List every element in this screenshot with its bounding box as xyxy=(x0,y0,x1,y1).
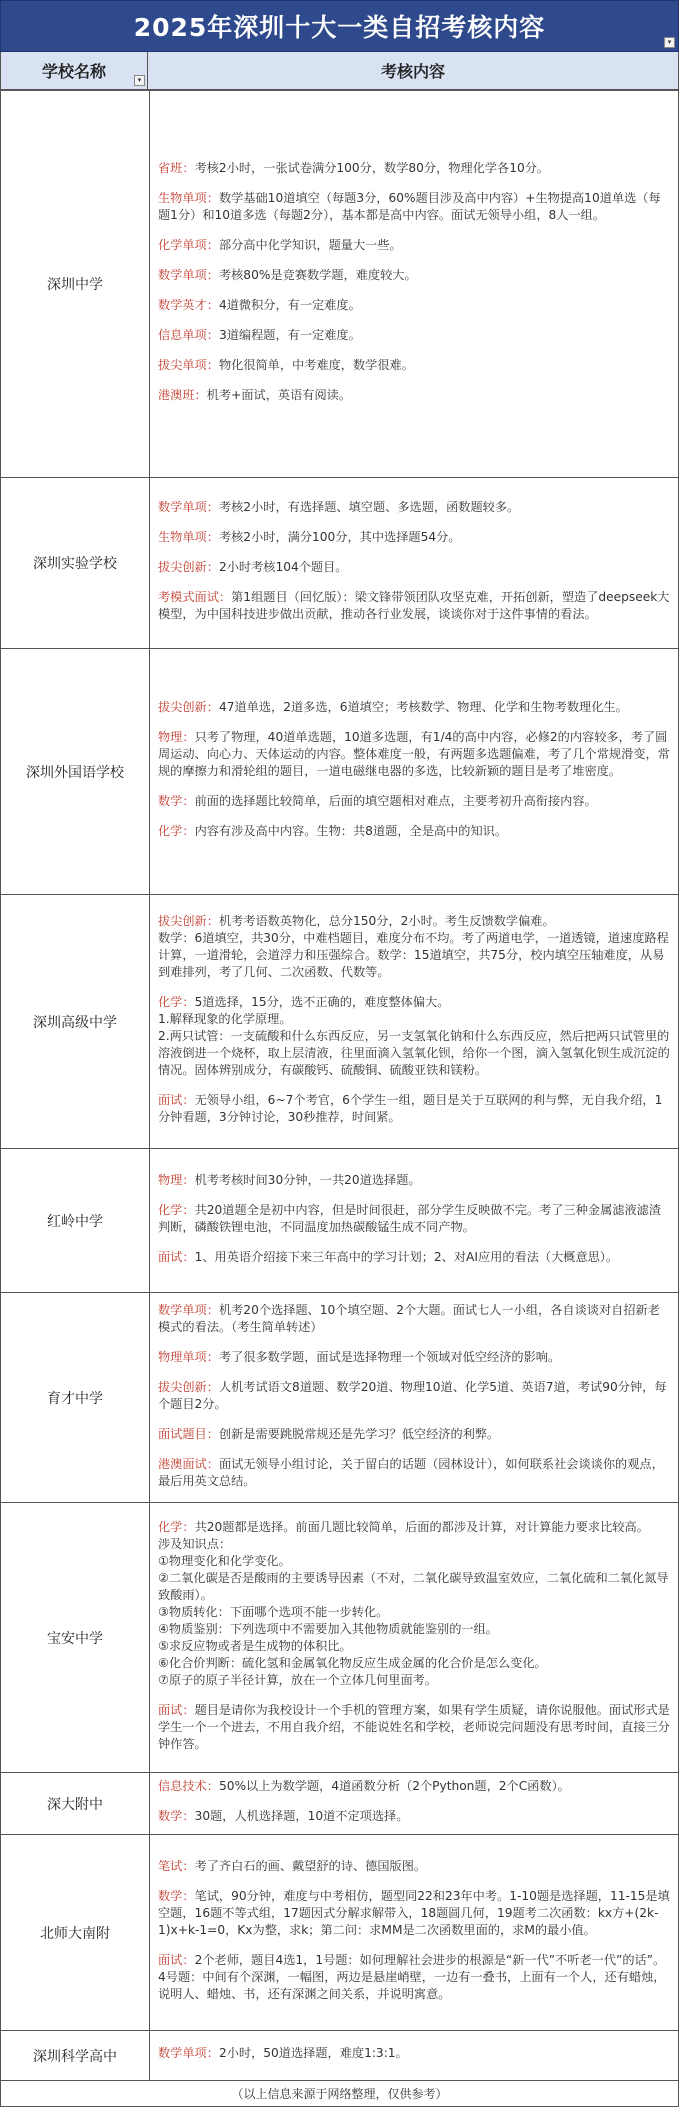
item-label: 笔试： xyxy=(158,1859,195,1873)
item-label: 物理： xyxy=(158,1172,195,1187)
item-text: 机考考核时间30分钟，一共20道选择题。 xyxy=(194,1172,421,1187)
content-item xyxy=(158,190,670,224)
item-label: 物理： xyxy=(158,730,195,744)
item-text: 30题，人机选择题，10道不定项选择。 xyxy=(194,1809,409,1823)
content-item xyxy=(158,1302,670,1336)
content-item xyxy=(158,1952,670,2003)
assessment-content xyxy=(150,1149,679,1293)
assessment-content xyxy=(150,1503,679,1773)
item-label: 面试： xyxy=(158,1702,195,1717)
item-text: 考了很多数学题，面试是选择物理一个领域对低空经济的影响。 xyxy=(218,1349,561,1364)
content-item xyxy=(158,994,670,1079)
item-label: 面试： xyxy=(158,1093,195,1107)
item-text: 2小时，50道选择题，难度1:3:1。 xyxy=(218,2046,408,2060)
school-name: 深圳高级中学 xyxy=(1,895,150,1149)
item-text: 考核80%是竞赛数学题，难度较大。 xyxy=(218,268,417,282)
content-item xyxy=(158,499,670,516)
header-school xyxy=(1,52,148,89)
item-label: 拔尖创新： xyxy=(158,914,219,928)
assessment-content xyxy=(150,2031,679,2081)
content-item xyxy=(158,1349,670,1366)
page-title: 2025年深圳十大一类自招考核内容 xyxy=(133,13,546,42)
content-item xyxy=(158,559,670,576)
item-text: 面试无领导小组讨论，关于留白的话题（园林设计），如何联系社会谈谈你的观点，最后用英文总结。 xyxy=(158,1456,664,1488)
table-row xyxy=(1,2031,679,2081)
content-item xyxy=(158,1172,670,1189)
item-text: ②二氧化碳是否是酸雨的主要诱导因素（不对，二氧化碳导致温室效应，二氧化硫和二氧化氮导致酸雨）。 xyxy=(158,1570,669,1602)
item-label: 化学： xyxy=(158,824,195,838)
item-text: 3道编程题，有一定难度。 xyxy=(218,328,361,342)
assessment-content xyxy=(150,895,679,1149)
content-item xyxy=(158,1379,670,1413)
content-item xyxy=(158,1456,670,1490)
item-text: ⑤求反应物或者是生成物的体积比。 xyxy=(158,1638,352,1653)
item-text: 机考考语数英物化，总分150分，2小时。考生反馈数学偏难。 xyxy=(218,914,555,928)
item-text: 47道单选，2道多选，6道填空；考核数学、物理、化学和生物考数理化生。 xyxy=(218,700,628,714)
content-item xyxy=(158,1202,670,1236)
table-row xyxy=(1,1835,679,2031)
content-item xyxy=(158,529,670,546)
item-label: 面试： xyxy=(158,1249,195,1264)
assessment-content xyxy=(150,649,679,895)
item-text: 机考20个选择题、10个填空题、2个大题。面试七人一小组，各自谈谈对自招新老模式的看法。（考生简单转述） xyxy=(158,1302,660,1334)
item-text: 考核2小时，一张试卷满分100分，数学80分，物理化学各10分。 xyxy=(194,161,550,175)
item-text: 共20题都是选择。前面几题比较简单，后面的都涉及计算，对计算能力要求比较高。 xyxy=(194,1519,649,1534)
content-item xyxy=(158,823,670,840)
header-content xyxy=(148,52,678,89)
item-text: 5道选择，15分，选不正确的，难度整体偏大。 xyxy=(194,995,450,1009)
table-row xyxy=(1,1773,679,1835)
school-name: 深圳实验学校 xyxy=(1,478,150,649)
title-bar xyxy=(0,0,679,52)
item-text: ⑦原子的原子半径计算，放在一个立体几何里面考。 xyxy=(158,1672,438,1687)
item-label: 数学单项： xyxy=(158,268,219,282)
item-label: 考模式面试： xyxy=(158,590,232,604)
item-label: 信息单项： xyxy=(158,328,219,342)
content-item xyxy=(158,327,670,344)
item-text: 考了齐白石的画、戴望舒的诗、德国版图。 xyxy=(194,1859,427,1873)
content-item xyxy=(158,1888,670,1939)
content-item xyxy=(158,297,670,314)
content-item xyxy=(158,357,670,374)
content-item xyxy=(158,589,670,623)
table-row xyxy=(1,1149,679,1293)
content-item xyxy=(158,729,670,780)
assessment-content xyxy=(150,1835,679,2031)
item-label: 数学单项： xyxy=(158,500,219,514)
item-label: 化学： xyxy=(158,995,195,1009)
assessment-content xyxy=(150,1773,679,1835)
filter-dropdown-icon[interactable]: ▾ xyxy=(134,75,145,86)
content-item xyxy=(158,1249,670,1266)
item-text: 笔试，90分钟，难度与中考相仿，题型同22和23年中考。1-10题是选择题，11-15是填空题，16题不等式组，17题因式分解求解带入，18题圆几何，19题考二次函数：kx方+(2k-1)x+k-1=0，Kx为整，求k；第二问：求MM是二次函数里面的，求M的最小值。 xyxy=(158,1889,670,1937)
table-row xyxy=(1,1293,679,1503)
item-label: 生物单项： xyxy=(158,530,219,544)
content-item xyxy=(158,267,670,284)
item-text: 无领导小组，6~7个考官，6个学生一组，题目是关于互联网的利与弊，无自我介绍，1分钟看题，3分钟讨论，30秒推荐，时间紧。 xyxy=(158,1093,663,1124)
item-label: 化学： xyxy=(158,1519,195,1534)
content-item xyxy=(158,793,670,810)
item-label: 数学单项： xyxy=(158,1302,219,1317)
item-text: 涉及知识点： xyxy=(158,1536,232,1551)
item-text: 2个老师，题目4选1，1号题：如何理解社会进步的根源是“新一代”不听老一代”的话”。4号题：中间有个深渊，一幅图，两边是悬崖峭壁，一边有一叠书，上面有一个人，还有蜡烛，说明人、蜡烛、书，还有深渊之间关系，并说明寓意。 xyxy=(158,1953,666,2001)
header-school-label: 学校名称 xyxy=(41,62,106,81)
item-text: 创新是需要跳脱常规还是先学习？低空经济的利弊。 xyxy=(218,1426,500,1441)
item-label: 化学单项： xyxy=(158,238,219,252)
table-row xyxy=(1,649,679,895)
item-text: 数学基础10道填空（每题3分，60%题目涉及高中内容）+生物提高10道单选（每题1分）和10道多选（每题2分），基本都是高中内容。面试无领导小组，8人一组。 xyxy=(158,191,661,222)
item-text: 考核2小时，满分100分，其中选择题54分。 xyxy=(218,530,461,544)
item-text: 前面的选择题比较简单，后面的填空题相对难点，主要考初升高衔接内容。 xyxy=(194,794,597,808)
content-item xyxy=(158,2045,670,2062)
item-text: 人机考试语文8道题、数学20道、物理10道、化学5道、英语7道，考试90分钟，每个题目2分。 xyxy=(158,1379,667,1411)
item-label: 信息技术： xyxy=(158,1779,219,1793)
school-name: 深大附中 xyxy=(1,1773,150,1835)
item-label: 生物单项： xyxy=(158,191,219,205)
content-item xyxy=(158,1858,670,1875)
item-label: 拔尖创新： xyxy=(158,700,219,714)
item-label: 拔尖创新： xyxy=(158,1379,219,1394)
item-text: 内容有涉及高中内容。生物：共8道题，全是高中的知识。 xyxy=(194,824,508,838)
item-label: 拔尖创新： xyxy=(158,560,219,574)
item-label: 数学英才： xyxy=(158,298,219,312)
table-row xyxy=(1,895,679,1149)
assessment-content xyxy=(150,91,679,478)
item-label: 面试题目： xyxy=(158,1426,219,1441)
item-label: 数学： xyxy=(158,1889,195,1903)
content-item xyxy=(158,387,670,404)
filter-dropdown-icon[interactable]: ▾ xyxy=(664,37,675,48)
content-item xyxy=(158,1778,670,1795)
item-label: 省班： xyxy=(158,161,195,175)
item-label: 数学： xyxy=(158,1809,195,1823)
table-header xyxy=(0,52,679,90)
header-content-label: 考核内容 xyxy=(380,62,445,81)
school-name: 深圳外国语学校 xyxy=(1,649,150,895)
school-name: 宝安中学 xyxy=(1,1503,150,1773)
item-text: 部分高中化学知识，题量大一些。 xyxy=(218,238,402,252)
item-text: 2小时考核104个题目。 xyxy=(218,560,348,574)
content-item xyxy=(158,1519,670,1689)
item-label: 面试： xyxy=(158,1953,195,1967)
item-text: 2.两只试管：一支硫酸和什么东西反应，另一支氢氧化钠和什么东西反应，然后把两只试管里的溶液倒进一个烧杯，取上层清液，往里面滴入氢氧化钡，给你一个图，滴入氢氧化钡生成沉淀的情况。固体辨别成分，有碳酸钙、硫酸铜、硫酸亚铁和镁粉。 xyxy=(158,1029,670,1077)
item-text: 1.解释现象的化学原理。 xyxy=(158,1012,292,1026)
item-text: 考核2小时，有选择题、填空题、多选题，函数题较多。 xyxy=(218,500,520,514)
content-item xyxy=(158,1808,670,1825)
school-name: 育才中学 xyxy=(1,1293,150,1503)
content-item xyxy=(158,1092,670,1126)
item-text: 1、用英语介绍接下来三年高中的学习计划；2、对AI应用的看法（大概意思）。 xyxy=(194,1249,619,1264)
footer-note: （以上信息来源于网络整理，仅供参考） xyxy=(0,2081,679,2107)
item-label: 数学单项： xyxy=(158,2046,219,2060)
item-text: 题目是请你为我校设计一个手机的管理方案，如果有学生质疑，请你说服他。面试形式是学生一个一个进去，不用自我介绍，不能说姓名和学校，老师说完问题没有思考时间，直接三分钟作答。 xyxy=(158,1702,670,1751)
item-label: 物理单项： xyxy=(158,1349,219,1364)
assessment-content xyxy=(150,1293,679,1503)
item-label: 港澳班： xyxy=(158,388,207,402)
item-text: 数学：6道填空，共30分，中难档题目，难度分布不均。考了两道电学，一道透镜，道速度路程计算，一道滑轮，会道浮力和压强综合。数学：15道填空，共75分，校内填空压轴难度，从易到难排列，考了几何、二次函数、代数等。 xyxy=(158,931,669,979)
content-table xyxy=(0,90,679,2081)
table-row xyxy=(1,1503,679,1773)
item-label: 港澳面试： xyxy=(158,1456,219,1471)
item-label: 数学： xyxy=(158,794,195,808)
item-text: ④物质鉴别：下列选项中不需要加入其他物质就能鉴别的一组。 xyxy=(158,1621,498,1636)
content-item xyxy=(158,1426,670,1443)
school-name: 深圳中学 xyxy=(1,91,150,478)
item-text: ①物理变化和化学变化。 xyxy=(158,1553,291,1568)
item-text: 共20道题全是初中内容，但是时间很赶，部分学生反映做不完。考了三种金属滤液滤渣判断，磷酸铁锂电池，不同温度加热碳酸锰生成不同产物。 xyxy=(158,1202,662,1234)
item-text: 4道微积分，有一定难度。 xyxy=(218,298,361,312)
school-name: 北师大南附 xyxy=(1,1835,150,2031)
item-label: 拔尖单项： xyxy=(158,358,219,372)
content-item xyxy=(158,237,670,254)
item-text: 50%以上为数学题，4道函数分析（2个Python题，2个C函数）。 xyxy=(218,1779,570,1793)
table-row xyxy=(1,478,679,649)
content-item xyxy=(158,160,670,177)
item-label: 化学： xyxy=(158,1202,195,1217)
item-text: 物化很简单，中考难度，数学很难。 xyxy=(218,358,414,372)
table-row xyxy=(1,91,679,478)
item-text: 第1组题目（回忆版）：梁文锋带领团队攻坚克难，开拓创新，塑造了deepseek大模型，为中国科技进步做出贡献，推动各行业发展，谈谈你对于这件事情的看法。 xyxy=(158,590,670,621)
item-text: 机考+面试，英语有阅读。 xyxy=(206,388,352,402)
item-text: ③物质转化：下面哪个选项不能一步转化。 xyxy=(158,1604,389,1619)
item-text: 只考了物理，40道单选题，10道多选题，有1/4的高中内容，必修2的内容较多，考了圆周运动、向心力、天体运动的内容。整体难度一般，有两题多选题偏难，考了几个常规滑变，常规的摩擦力和滑轮组的题目，一道电磁继电器的多选，比较新颖的题目是考了堆密度。 xyxy=(158,730,670,778)
school-name: 深圳科学高中 xyxy=(1,2031,150,2081)
item-text: ⑥化合价判断：硫化氢和金属氧化物反应生成金属的化合价是怎么变化。 xyxy=(158,1655,547,1670)
content-item xyxy=(158,699,670,716)
content-item xyxy=(158,913,670,981)
school-name: 红岭中学 xyxy=(1,1149,150,1293)
content-item xyxy=(158,1702,670,1753)
assessment-content xyxy=(150,478,679,649)
